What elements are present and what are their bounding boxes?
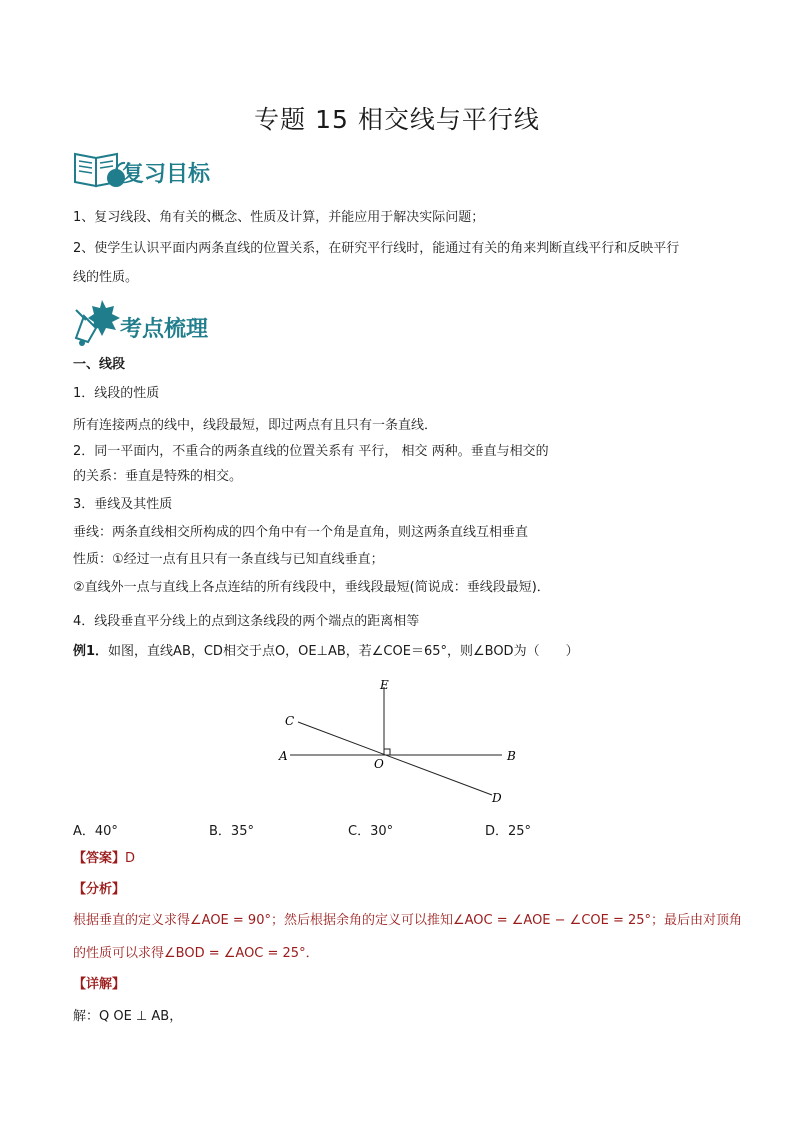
detail-line: 解：Q OE ⊥ AB， <box>73 1009 183 1024</box>
label-c: C <box>285 714 295 728</box>
point-line-8: ②直线外一点与直线上各点连结的所有线段中，垂线段最短(简说成：垂线段最短)． <box>73 580 550 595</box>
label-o: O <box>374 757 384 771</box>
line-cd <box>298 722 492 795</box>
example-question-text: 如图，直线AB，CD相交于点O，OE⊥AB，若∠COE＝65°，则∠BOD为（ ） <box>108 644 579 659</box>
goals-heading: 复习目标 <box>122 161 211 187</box>
example-question <box>73 643 579 661</box>
option-a: A．40° <box>73 824 118 839</box>
answer-tag: 【答案】 <box>73 851 126 866</box>
point-line-2: 所有连接两点的线中，线段最短，即过两点有且只有一条直线． <box>73 418 438 433</box>
label-d: D <box>492 791 502 805</box>
detail-tag: 【详解】 <box>73 977 126 992</box>
point-line-7: 性质：①经过一点有且只有一条直线与已知直线垂直； <box>73 552 384 567</box>
analysis-line-1: 根据垂直的定义求得∠AOE = 90°；然后根据余角的定义可以推知∠AOC = ∠AOE − ∠COE = 25°；最后由对顶角 <box>73 913 743 928</box>
label-e: E <box>380 678 389 692</box>
option-d: D．25° <box>485 824 532 839</box>
option-c: C．30° <box>348 824 394 839</box>
example-label: 例1． <box>73 644 109 659</box>
label-b: B <box>507 749 516 763</box>
section1-heading: 一、线段 <box>73 357 126 372</box>
analysis-line-2: 的性质可以求得∠BOD = ∠AOC = 25°． <box>73 946 319 961</box>
label-a: A <box>279 749 288 763</box>
book-icon <box>72 148 128 192</box>
answer-line <box>73 850 135 868</box>
point-line-1: 1．线段的性质 <box>73 386 160 401</box>
point-line-6: 垂线：两条直线相交所构成的四个角中有一个角是直角，则这两条直线互相垂直 <box>73 525 529 540</box>
geometry-figure <box>270 672 520 812</box>
point-line-4: 的关系：垂直是特殊的相交。 <box>73 469 243 484</box>
goal-item-1: 1、复习线段、角有关的概念、性质及计算，并能应用于解决实际问题； <box>73 210 485 225</box>
page-title: 专题 15 相交线与平行线 <box>254 105 540 134</box>
goal-item-2: 2、使学生认识平面内两条直线的位置关系，在研究平行线时，能通过有关的角来判断直线平行和反映平行 <box>73 241 680 256</box>
right-angle-mark <box>384 749 390 755</box>
bell-icon <box>72 298 124 348</box>
point-line-5: 3．垂线及其性质 <box>73 497 173 512</box>
point-line-3: 2．同一平面内，不重合的两条直线的位置关系有 平行， 相交 两种。垂直与相交的 <box>73 444 549 459</box>
option-b: B．35° <box>209 824 254 839</box>
answer-value: D <box>125 851 136 866</box>
point-line-9: 4．线段垂直平分线上的点到这条线段的两个端点的距离相等 <box>73 614 420 629</box>
goal-item-3: 线的性质。 <box>73 270 139 285</box>
analysis-tag: 【分析】 <box>73 882 126 897</box>
points-heading: 考点梳理 <box>120 316 209 342</box>
